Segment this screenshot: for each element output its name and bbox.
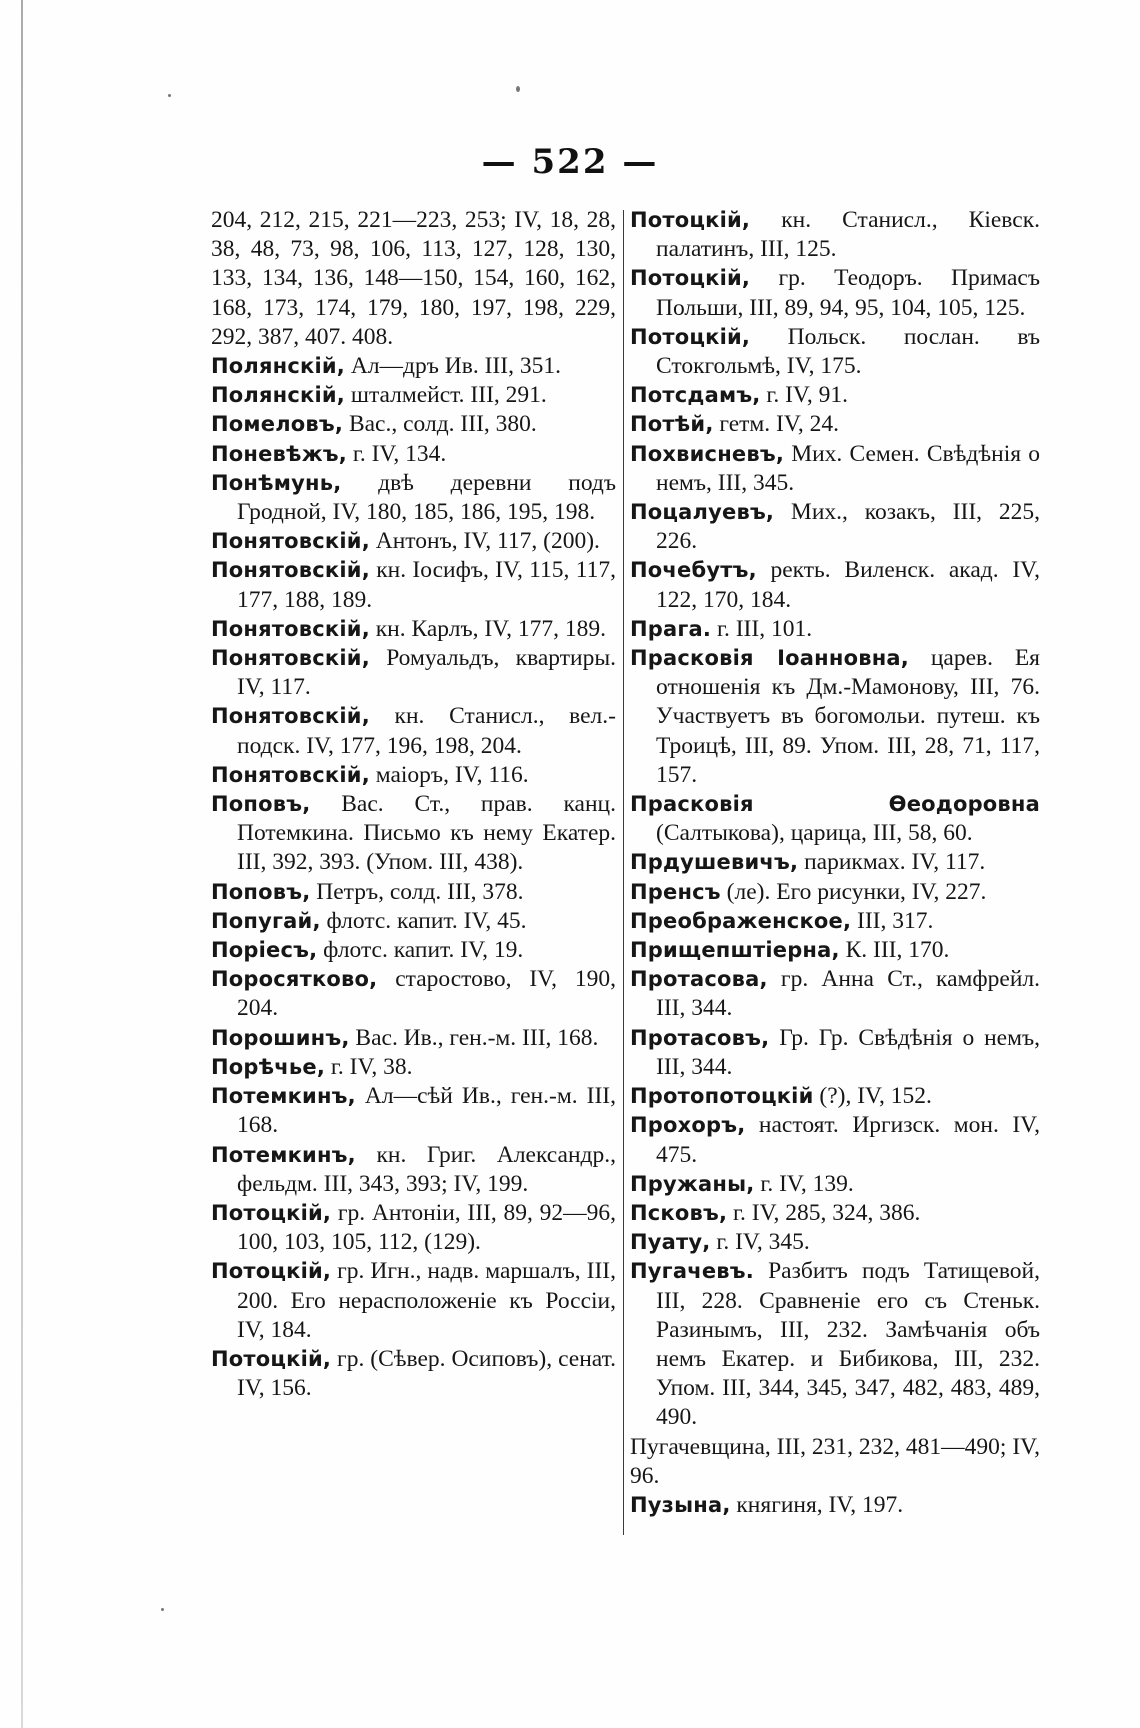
- entry-references: г. IV, 38.: [325, 1053, 413, 1080]
- index-entry: [211, 527, 616, 556]
- index-entry: [630, 615, 1040, 644]
- index-entry: [211, 1141, 616, 1199]
- index-entry: [630, 264, 1040, 322]
- entry-references: (ле). Его рисунки, IV, 227.: [720, 878, 987, 905]
- entry-headword: Понятовскій,: [211, 529, 370, 554]
- entry-headword: Понятовскій,: [211, 704, 370, 729]
- index-entry: [211, 1082, 616, 1140]
- entry-references: Мих. Семен. Свѣдѣнія о немъ, III, 345.: [656, 440, 1040, 496]
- index-entry: [630, 440, 1040, 498]
- entry-references: гетм. IV, 24.: [713, 411, 839, 438]
- entry-references: г. III, 101.: [711, 615, 813, 642]
- entry-headword: Прага.: [630, 616, 712, 641]
- index-entry: [630, 1024, 1040, 1082]
- entry-headword: Понятовскій,: [211, 616, 370, 641]
- index-entry: [211, 1024, 616, 1053]
- index-column-right: [630, 206, 1040, 1520]
- entry-headword: Помеловъ,: [211, 412, 344, 437]
- entry-headword: Прдушевичъ,: [630, 850, 799, 875]
- entry-references: гр. Теодоръ. Примасъ Польши, III, 89, 94, 95, 104, 105, 125.: [656, 265, 1040, 321]
- entry-headword: Прищепштіерна,: [630, 938, 840, 963]
- entry-headword: Протасова,: [630, 967, 768, 992]
- index-entry: [211, 556, 616, 614]
- entry-references: (?), IV, 152.: [813, 1083, 932, 1110]
- index-entry: [211, 352, 616, 381]
- scan-speck: [168, 94, 171, 97]
- entry-references: флотс. капит. IV, 45.: [320, 907, 527, 934]
- entry-headword: Пружаны,: [630, 1171, 755, 1196]
- entry-headword: Потоцкій,: [211, 1259, 332, 1284]
- entry-references: шталмейст. III, 291.: [344, 382, 547, 409]
- entry-references: кн. Станисл., вел.-подск. IV, 177, 196, 198, 204.: [237, 703, 616, 759]
- entry-references: княгиня, IV, 197.: [730, 1491, 904, 1518]
- index-entry: [630, 323, 1040, 381]
- entry-references: маіоръ, IV, 116.: [369, 761, 529, 788]
- entry-references: Ал—сѣй Ив., ген.-м. III, 168.: [237, 1083, 616, 1139]
- index-entry: [630, 1433, 1040, 1491]
- index-entry: [211, 469, 616, 527]
- entry-references: (Салтыкова), царица, III, 58, 60.: [656, 820, 973, 847]
- entry-headword: Пренсъ: [630, 879, 721, 904]
- entry-references: Ал—дръ Ив. III, 351.: [344, 353, 561, 380]
- entry-references: кн. Станисл., Кіевск. палатинъ, III, 125.: [656, 207, 1040, 263]
- index-entry: [630, 1170, 1040, 1199]
- entry-references: кн. Карлъ, IV, 177, 189.: [369, 615, 606, 642]
- index-entry: [211, 965, 616, 1023]
- index-entry: [211, 1257, 616, 1345]
- entry-headword: Поповъ,: [211, 879, 311, 904]
- index-entry: [211, 936, 616, 965]
- page-number: — 522 —: [481, 142, 659, 182]
- index-entry: [211, 1345, 616, 1403]
- entry-references: Мих., козакъ, III, 225, 226.: [656, 499, 1040, 555]
- entry-references: г. IV, 345.: [710, 1229, 810, 1256]
- entry-headword: Потѣй,: [630, 412, 714, 437]
- index-entry: [211, 615, 616, 644]
- entry-headword: Поневѣжъ,: [211, 441, 347, 466]
- entry-references: г. IV, 285, 324, 386.: [727, 1199, 921, 1226]
- entry-headword: Прасковія Іоанновна,: [630, 646, 909, 671]
- entry-headword: Потемкинъ,: [211, 1084, 356, 1109]
- index-entry: [630, 1228, 1040, 1257]
- index-entry: [630, 790, 1040, 848]
- entry-headword: Протасовъ,: [630, 1025, 770, 1050]
- entry-references: г. IV, 91.: [760, 382, 848, 409]
- entry-references: гр. Игн., надв. маршалъ, III, 200. Его нерасположеніе къ Россіи, IV, 184.: [237, 1258, 616, 1343]
- entry-headword: Порѣчье,: [211, 1054, 326, 1079]
- entry-headword: Поповъ,: [211, 792, 311, 817]
- index-entry: [211, 440, 616, 469]
- entry-headword: Потоцкій,: [630, 266, 751, 291]
- index-entry: [630, 848, 1040, 877]
- entry-references: двѣ деревни подъ Гродной, IV, 180, 185, 186, 195, 198.: [237, 469, 616, 526]
- index-entry: [630, 1491, 1040, 1520]
- entry-headword: Пуату,: [630, 1230, 711, 1255]
- index-entry: [630, 907, 1040, 936]
- entry-headword: Потоцкій,: [630, 324, 751, 349]
- entry-references: ректь. Виленск. акад. IV, 122, 170, 184.: [656, 557, 1040, 613]
- index-entry: [630, 1199, 1040, 1228]
- page-edge-line: [21, 0, 23, 1728]
- index-entry: [630, 498, 1040, 556]
- index-entry: [630, 965, 1040, 1023]
- entry-references: настоят. Иргизск. мон. IV, 475.: [656, 1112, 1040, 1168]
- entry-references: Польск. послан. въ Стокгольмѣ, IV, 175.: [656, 323, 1040, 380]
- entry-headword: Понятовскій,: [211, 646, 370, 671]
- entry-headword: Протопотоцкій: [630, 1084, 814, 1109]
- index-entry: [630, 206, 1040, 264]
- entry-references: Вас. Ив., ген.-м. III, 168.: [349, 1024, 599, 1051]
- index-entry: [211, 761, 616, 790]
- entry-references: царев. Ея отношенія къ Дм.-Мамонову, III, 76. Участвуетъ въ богомольи. путеш. къ Троицѣ, III, 89. Упом. III, 28, 71, 117, 157.: [656, 645, 1040, 788]
- index-entry: [211, 644, 616, 702]
- index-entry: [630, 556, 1040, 614]
- index-entry: [211, 381, 616, 410]
- entry-references: кн. Григ. Александр., фельдм. III, 343, 393; IV, 199.: [237, 1141, 616, 1197]
- entry-headword: Потоцкій,: [211, 1346, 332, 1371]
- entry-headword: Потоцкій,: [630, 208, 751, 232]
- index-entry: [211, 1199, 616, 1257]
- entry-headword: Потсдамъ,: [630, 383, 761, 408]
- entry-references: г. IV, 134.: [346, 440, 447, 467]
- entry-headword: Псковъ,: [630, 1200, 728, 1225]
- entry-headword: Попугай,: [211, 908, 321, 933]
- index-entry: [630, 1257, 1040, 1432]
- entry-headword: Потемкинъ,: [211, 1142, 356, 1167]
- index-entry: [211, 206, 616, 352]
- index-entry: [211, 790, 616, 878]
- index-column-left: [211, 206, 616, 1403]
- entry-headword: Прасковія Ѳеодоровна: [630, 792, 1040, 817]
- entry-references: Ромуальдъ, квартиры. IV, 117.: [237, 645, 616, 701]
- scan-speck: [516, 86, 520, 92]
- entry-references: Вас., солд. III, 380.: [343, 411, 537, 438]
- entry-references: Антонъ, IV, 117, (200).: [369, 528, 600, 555]
- index-entry: [211, 410, 616, 439]
- entry-headword: Полянскій,: [211, 383, 345, 408]
- entry-headword: Порошинъ,: [211, 1025, 350, 1050]
- entry-references: К. III, 170.: [839, 937, 950, 964]
- entry-references: Пугачевщина, III, 231, 232, 481—490; IV, 96.: [630, 1433, 1040, 1489]
- entry-references: флотс. капит. IV, 19.: [317, 937, 524, 964]
- entry-references: Вас. Ст., прав. канц. Потемкина. Письмо къ нему Екатер. III, 392, 393. (Упом. III, 438).: [237, 791, 616, 876]
- entry-headword: Понятовскій,: [211, 558, 370, 583]
- entry-headword: Похвисневъ,: [630, 441, 784, 466]
- entry-headword: Почебутъ,: [630, 558, 757, 583]
- entry-references: парикмах. IV, 117.: [798, 849, 986, 876]
- index-entry: [630, 381, 1040, 410]
- index-entry: [211, 907, 616, 936]
- entry-references: кн. Іосифъ, IV, 115, 117, 177, 188, 189.: [237, 557, 616, 613]
- index-entry: [630, 1111, 1040, 1169]
- entry-headword: Пугачевъ.: [630, 1259, 754, 1284]
- entry-references: г. IV, 139.: [754, 1170, 854, 1197]
- scan-speck: [161, 1608, 164, 1611]
- entry-references: гр. Анна Ст., камфрейл. III, 344.: [656, 966, 1040, 1022]
- entry-references: гр. Антоніи, III, 89, 92—96, 100, 103, 105, 112, (129).: [237, 1199, 616, 1256]
- entry-headword: Потоцкій,: [211, 1200, 332, 1225]
- index-entry: [211, 1053, 616, 1082]
- entry-references: гр. (Сѣвер. Осиповъ), сенат. IV, 156.: [237, 1345, 616, 1402]
- column-divider: [623, 210, 624, 1535]
- entry-headword: Пузына,: [630, 1492, 731, 1517]
- entry-references: Гр. Гр. Свѣдѣнія о немъ, III, 344.: [656, 1024, 1040, 1080]
- entry-headword: Понѣмунь,: [211, 470, 342, 495]
- index-entry: [211, 702, 616, 760]
- entry-references: Разбитъ подъ Татищевой, III, 228. Сравненіе его съ Стеньк. Разинымъ, III, 232. Замѣчанія объ немъ Екатер. и Бибикова, III, 232. Упом. III, 344, 345, 347, 482, 483, 489, 490.: [656, 1258, 1040, 1431]
- entry-references: Петръ, солд. III, 378.: [310, 878, 524, 905]
- entry-headword: Прохоръ,: [630, 1113, 746, 1138]
- index-entry: [630, 410, 1040, 439]
- entry-headword: Поросятково,: [211, 967, 378, 992]
- entry-headword: Полянскій,: [211, 354, 345, 379]
- entry-references: III, 317.: [851, 907, 934, 934]
- entry-references: старостово, IV, 190, 204.: [237, 966, 616, 1022]
- entry-headword: Преображенское,: [630, 908, 852, 933]
- entry-references: 204, 212, 215, 221—223, 253; IV, 18, 28, 38, 48, 73, 98, 106, 113, 127, 128, 130, 133, 134, 136, 148—150, 154, 160, 162, 168, 173, 174, 179, 180, 197, 198, 229, 292, 387, 407. 408.: [211, 207, 616, 350]
- entry-headword: Порiесъ,: [211, 938, 318, 963]
- index-entry: [630, 1082, 1040, 1111]
- index-entry: [630, 936, 1040, 965]
- index-entry: [630, 644, 1040, 790]
- index-entry: [630, 878, 1040, 907]
- entry-headword: Поцалуевъ,: [630, 500, 775, 525]
- entry-headword: Понятовскій,: [211, 762, 370, 787]
- index-entry: [211, 878, 616, 907]
